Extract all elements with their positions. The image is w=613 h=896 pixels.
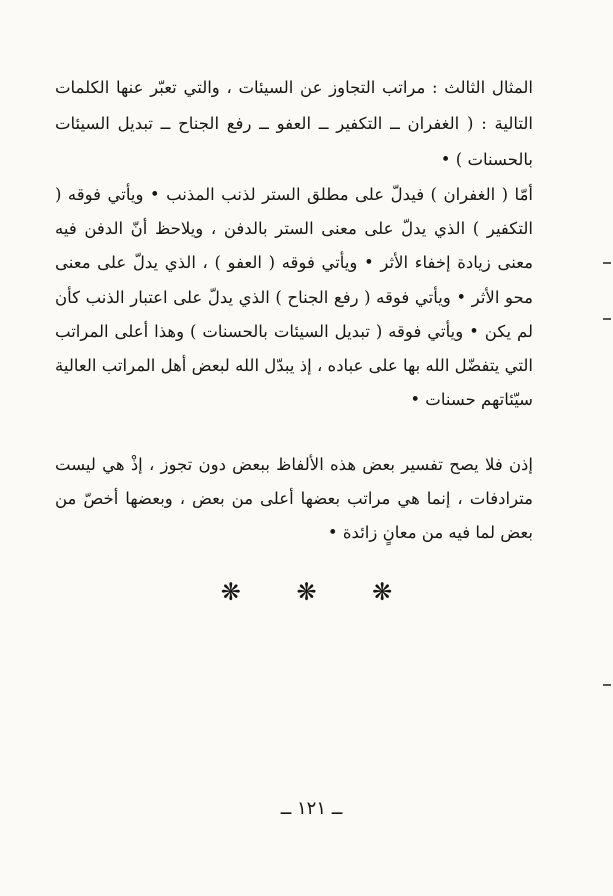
- page-number: ــ ١٢١ ــ: [280, 798, 343, 819]
- paragraph-text: إذن فلا يصح تفسير بعض هذه الألفاظ ببعض دون تجوز ، إذْ هي ليست مترادفات ، إنما هي مراتب بعضها أعلى من بعض ، وبعضها أخصّ من بعض لما فيه من معانٍ زائدة •: [55, 455, 533, 542]
- edge-mark: [603, 684, 611, 686]
- edge-mark: [603, 262, 611, 264]
- paragraph-text: المثال الثالث : مراتب التجاوز عن السيئات ، والتي تعبّر عنها الكلمات التالية : ( الغفران ــ التكفير ــ العفو ــ رفع الجناح ــ تبديل السيئات بالحسنات ) •: [55, 78, 533, 169]
- section-separator: ❋ ❋ ❋: [220, 578, 417, 606]
- edge-mark: [603, 318, 611, 320]
- paragraph-text: أمّا ( الغفران ) فيدلّ على مطلق الستر لذنب المذنب • ويأتي فوقه ( التكفير ) الذي يدلّ على معنى الستر بالدفن ، ويلاحظ أنّ الدفن فيه معنى زيادة إخفاء الأثر • ويأتي فوقه ( العفو ) ، الذي يدلّ على معنى محو الأثر • ويأتي فوقه ( رفع الجناح ) الذي يدلّ على اعتبار الذنب كأن لم يكن • ويأتي فوقه ( تبديل السيئات بالحسنات ) وهذا أعلى المراتب التي يتفضّل الله بها على عباده ، إذ يبدّل الله لبعض أهل المراتب العالية سيّئاتهم حسنات •: [55, 185, 533, 410]
- paragraph-example-three: [55, 70, 533, 178]
- paragraph-explanation: [55, 178, 533, 417]
- paragraph-conclusion: [55, 448, 533, 550]
